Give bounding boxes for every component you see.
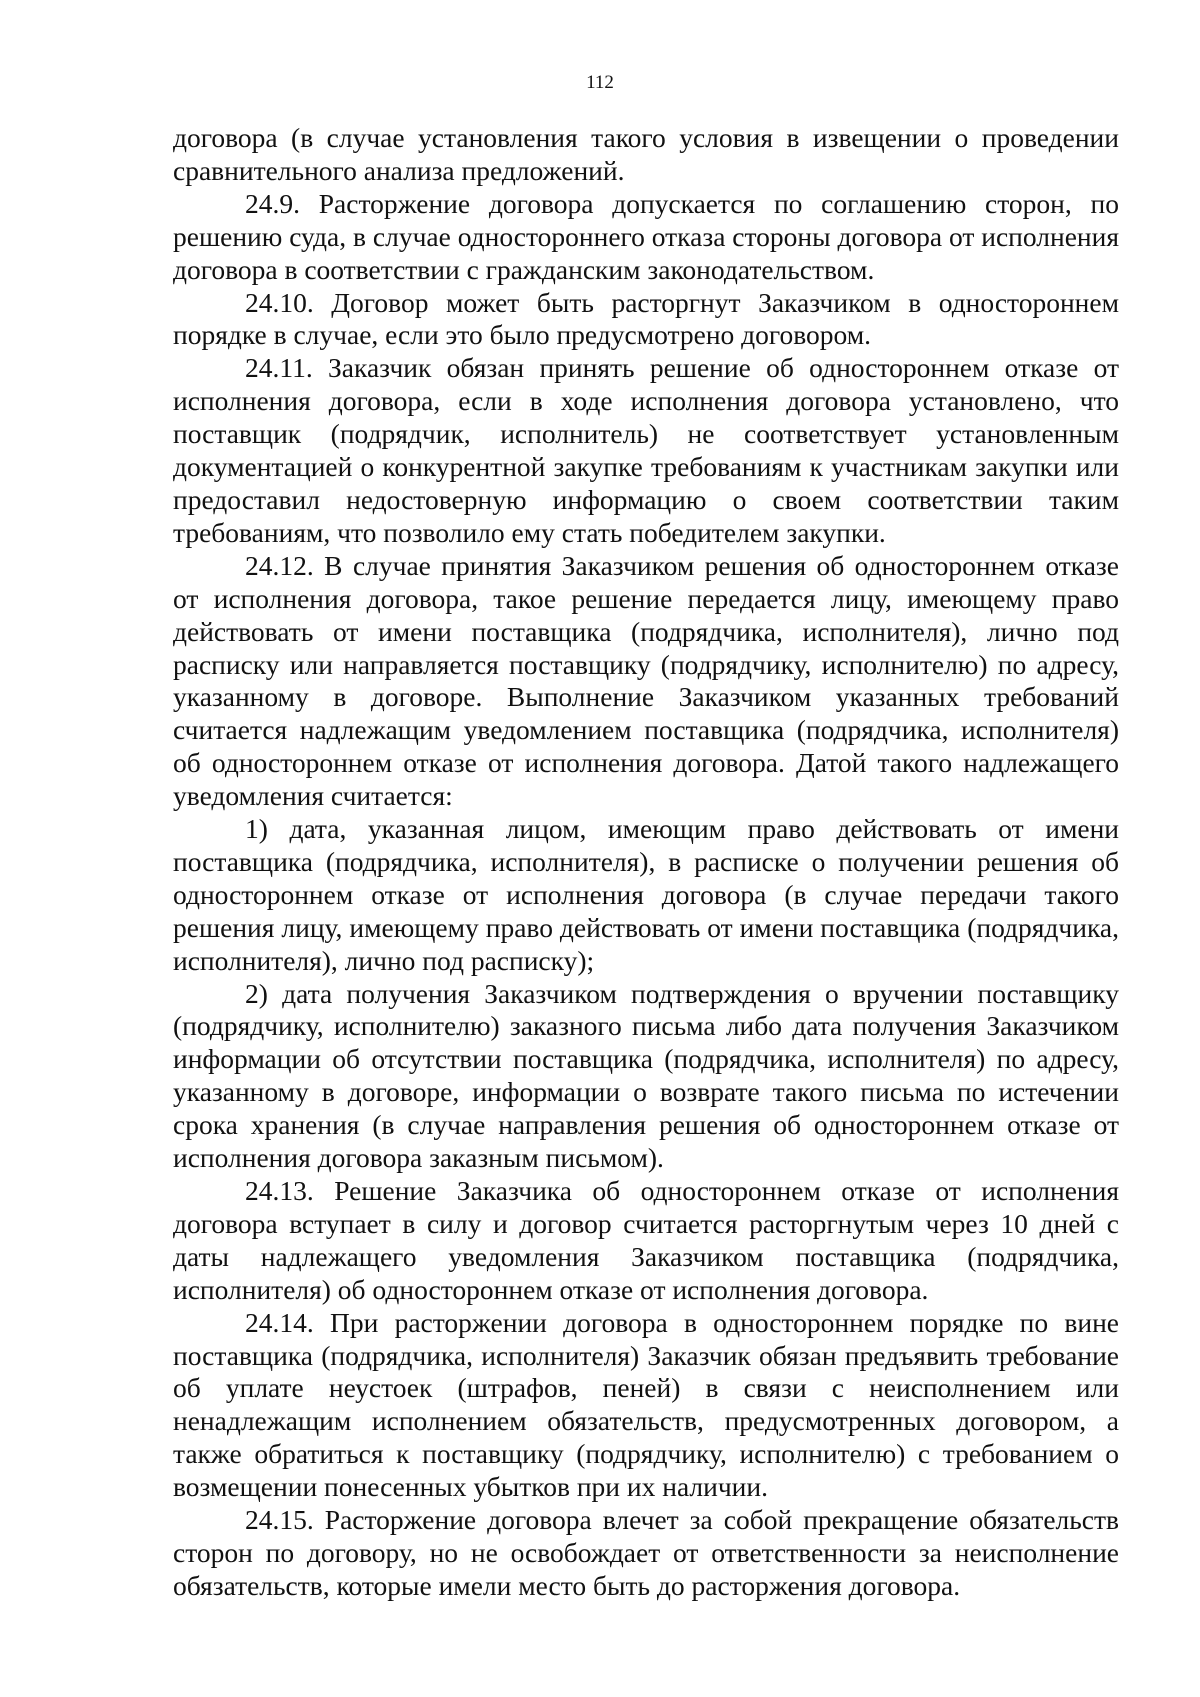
document-body: [173, 122, 1119, 1603]
paragraph-subitem-2: 2) дата получения Заказчиком подтверждения о вручении поставщику (подрядчику, исполнителю) заказного письма либо дата получения Заказчиком информации об отсутствии поставщика (подрядчика, исполнителя) по адресу, указанному в договоре, информации о возврате такого письма по истечении срока хранения (в случае направления решения об одностороннем отказе от исполнения договора заказным письмом).: [173, 977, 1119, 1174]
paragraph-clause-24-12: 24.12. В случае принятия Заказчиком решения об одностороннем отказе от исполнения договора, такое решение передается лицу, имеющему право действовать от имени поставщика (подрядчика, исполнителя), лично под расписку или направляется поставщику (подрядчику, исполнителю) по адресу, указанному в договоре. Выполнение Заказчиком указанных требований считается надлежащим уведомлением поставщика (подрядчика, исполнителя) об одностороннем отказе от исполнения договора. Датой такого надлежащего уведомления считается:: [173, 549, 1119, 812]
paragraph-clause-24-15: 24.15. Расторжение договора влечет за собой прекращение обязательств сторон по договору, но не освобождает от ответственности за неисполнение обязательств, которые имели место быть до расторжения договора.: [173, 1504, 1119, 1601]
paragraph-clause-24-14: 24.14. При расторжении договора в одностороннем порядке по вине поставщика (подрядчика, исполнителя) Заказчик обязан предъявить требование об уплате неустоек (штрафов, пеней) в связи с неисполнением или ненадлежащим исполнением обязательств, предусмотренных договором, а также обратиться к поставщику (подрядчику, исполнителю) с требованием о возмещении понесенных убытков при их наличии.: [173, 1306, 1119, 1503]
paragraph-subitem-1: 1) дата, указанная лицом, имеющим право действовать от имени поставщика (подрядчика, исполнителя), в расписке о получении решения об одностороннем отказе от исполнения договора (в случае передачи такого решения лицу, имеющему право действовать от имени поставщика (подрядчика, исполнителя), лично под расписку);: [173, 813, 1119, 976]
paragraph-clause-24-13: 24.13. Решение Заказчика об одностороннем отказе от исполнения договора вступает в силу и договор считается расторгнутым через 10 дней с даты надлежащего уведомления Заказчиком поставщика (подрядчика, исполнителя) об одностороннем отказе от исполнения договора.: [173, 1175, 1119, 1305]
page-number: 112: [586, 72, 614, 93]
paragraph-continuation: договора (в случае установления такого условия в извещении о проведении сравнительного анализа предложений.: [173, 122, 1119, 186]
paragraph-clause-24-9: 24.9. Расторжение договора допускается по соглашению сторон, по решению суда, в случае одностороннего отказа стороны договора от исполнения договора в соответствии с гражданским законодательством.: [173, 187, 1119, 285]
paragraph-clause-24-10: 24.10. Договор может быть расторгнут Заказчиком в одностороннем порядке в случае, если это было предусмотрено договором.: [173, 286, 1119, 351]
paragraph-clause-24-11: 24.11. Заказчик обязан принять решение об одностороннем отказе от исполнения договора, если в ходе исполнения договора установлено, что поставщик (подрядчик, исполнитель) не соответствует установленным документацией о конкурентной закупке требованиям к участникам закупки или предоставил недостоверную информацию о своем соответствии таким требованиям, что позволило ему стать победителем закупки.: [173, 352, 1119, 548]
